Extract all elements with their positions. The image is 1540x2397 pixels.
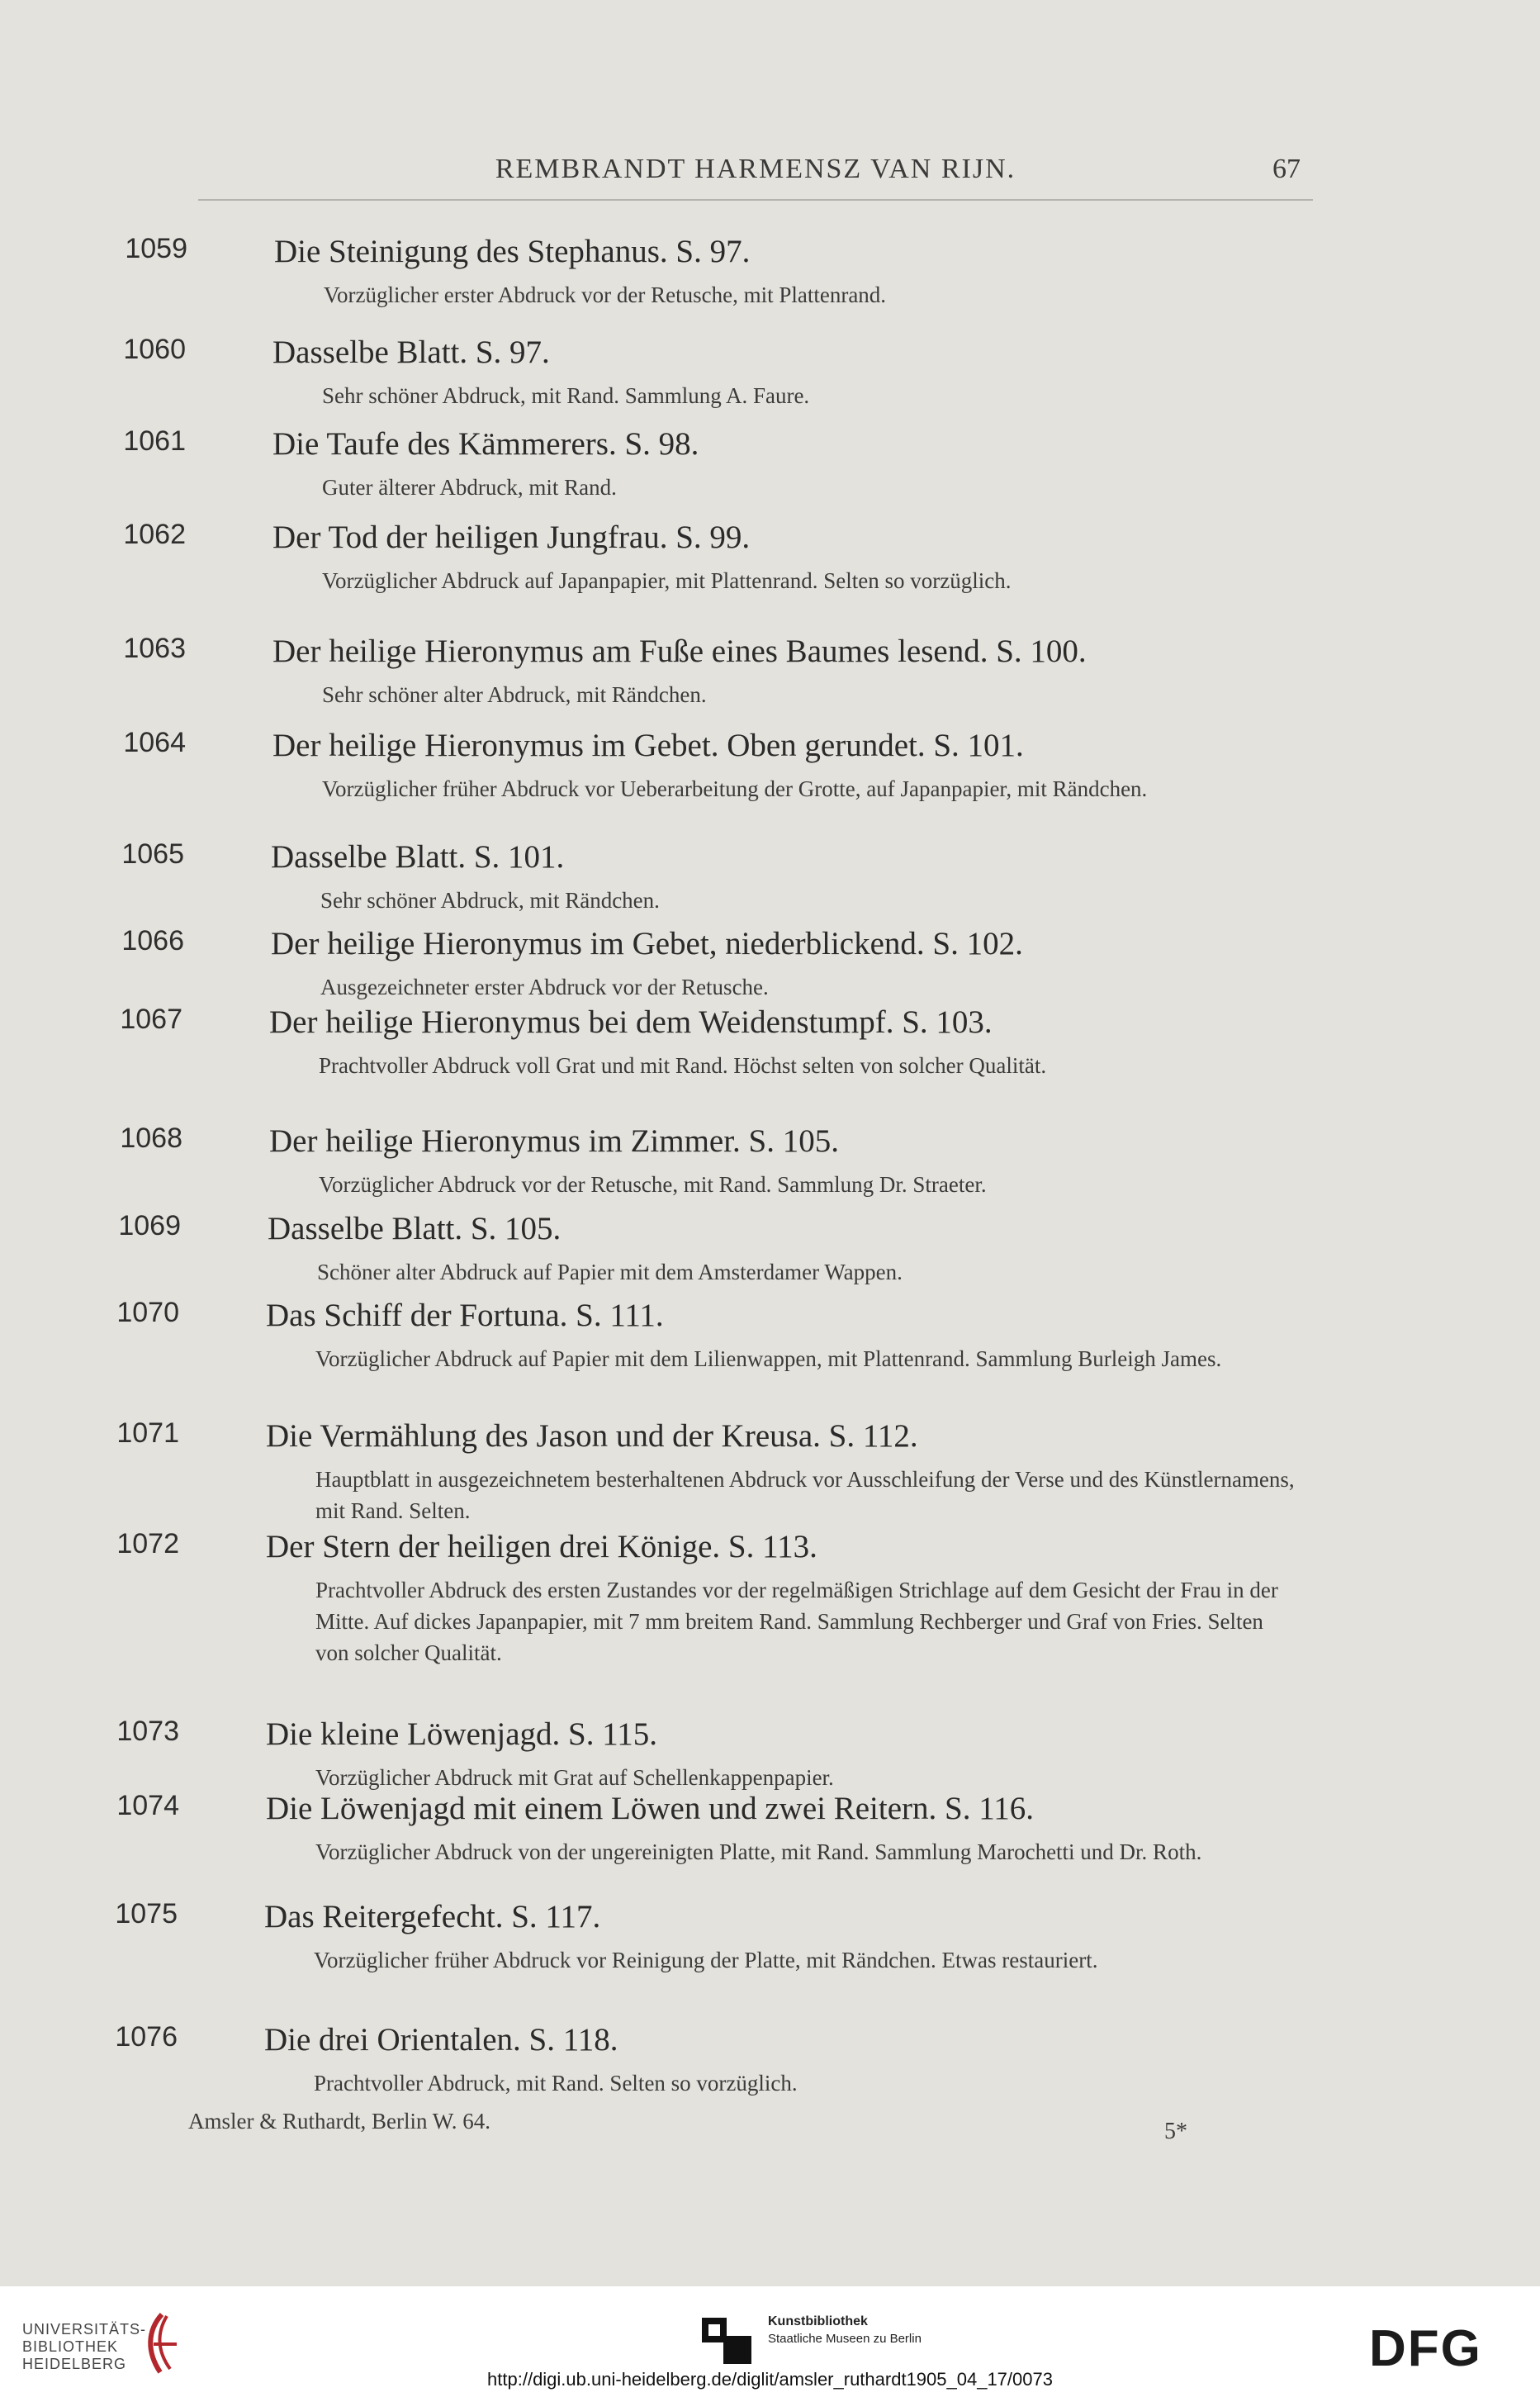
source-url: http://digi.ub.uni-heidelberg.de/diglit/amsler_ruthardt1905_04_17/0073 xyxy=(487,2369,1053,2390)
university-line: UNIVERSITÄTS- xyxy=(22,2321,147,2338)
kunstbibliothek-label xyxy=(768,2314,922,2346)
entry-description: Prachtvoller Abdruck voll Grat und mit Rand. Höchst selten von solcher Qualität. xyxy=(319,1053,1047,1078)
entry-number: 1063 xyxy=(123,633,186,664)
entry-description: Vorzüglicher früher Abdruck vor Reinigung der Platte, mit Rändchen. Etwas restauriert. xyxy=(314,1948,1098,1972)
page-number: 67 xyxy=(1272,154,1301,184)
entry-description: Vorzüglicher früher Abdruck vor Ueberarbeitung der Grotte, auf Japanpapier, mit Rändchen. xyxy=(322,776,1148,801)
running-header xyxy=(198,154,1313,195)
university-logo-icon xyxy=(139,2311,185,2376)
entry-title: Dasselbe Blatt. S. 97. xyxy=(272,335,550,370)
entry-description: Hauptblatt in ausgezeichnetem besterhaltenen Abdruck vor Ausschleifung der Verse und des Künstlernamens, mit Rand. Selten. xyxy=(315,1467,1295,1523)
signature-mark: 5* xyxy=(1164,2119,1187,2144)
entry-description: Sehr schöner alter Abdruck, mit Rändchen. xyxy=(322,682,707,707)
university-library-wordmark xyxy=(22,2321,146,2373)
entry-description: Vorzüglicher Abdruck von der ungereinigten Platte, mit Rand. Sammlung Marochetti und Dr. Roth. xyxy=(315,1839,1202,1864)
entry-title: Dasselbe Blatt. S. 101. xyxy=(271,839,565,875)
entry-number: 1070 xyxy=(116,1297,179,1328)
header-rule xyxy=(198,199,1313,201)
university-line: HEIDELBERG xyxy=(22,2356,127,2372)
entry-number: 1061 xyxy=(123,425,186,457)
entry-title: Die drei Orientalen. S. 118. xyxy=(264,2022,618,2058)
university-line: BIBLIOTHEK xyxy=(22,2338,119,2355)
publisher-imprint: Amsler & Ruthardt, Berlin W. 64. xyxy=(188,2109,490,2134)
entry-title: Der heilige Hieronymus im Zimmer. S. 105. xyxy=(269,1123,839,1159)
entry-title: Der heilige Hieronymus im Gebet. Oben gerundet. S. 101. xyxy=(272,728,1024,763)
entry-title: Der Tod der heiligen Jungfrau. S. 99. xyxy=(272,520,751,555)
entry-title: Der heilige Hieronymus bei dem Weidenstumpf. S. 103. xyxy=(269,1004,993,1040)
entry-title: Der Stern der heiligen drei Könige. S. 113. xyxy=(266,1529,817,1564)
digitization-bar xyxy=(0,2286,1540,2397)
entry-number: 1065 xyxy=(121,838,184,870)
entry-description: Vorzüglicher Abdruck mit Grat auf Schellenkappenpapier. xyxy=(315,1765,834,1790)
entry-description: Schöner alter Abdruck auf Papier mit dem Amsterdamer Wappen. xyxy=(317,1260,903,1284)
entry-description: Vorzüglicher Abdruck auf Papier mit dem Lilienwappen, mit Plattenrand. Sammlung Burleigh James. xyxy=(315,1346,1222,1371)
dfg-logo: DFG xyxy=(1369,2320,1482,2377)
entry-description: Prachtvoller Abdruck, mit Rand. Selten so vorzüglich. xyxy=(314,2071,798,2096)
entry-number: 1073 xyxy=(116,1716,179,1747)
entry-title: Die Vermählung des Jason und der Kreusa. S. 112. xyxy=(266,1418,918,1454)
entry-description: Sehr schöner Abdruck, mit Rand. Sammlung A. Faure. xyxy=(322,383,810,408)
entry-title: Die kleine Löwenjagd. S. 115. xyxy=(266,1716,658,1752)
entry-number: 1062 xyxy=(123,519,186,550)
entry-title: Dasselbe Blatt. S. 105. xyxy=(268,1211,562,1246)
entry-number: 1068 xyxy=(120,1123,182,1154)
kunstbibliothek-subtitle: Staatliche Museen zu Berlin xyxy=(768,2332,922,2346)
entry-title: Die Löwenjagd mit einem Löwen und zwei Reitern. S. 116. xyxy=(266,1791,1035,1826)
entry-title: Die Taufe des Kämmerers. S. 98. xyxy=(272,426,699,462)
entry-number: 1064 xyxy=(123,727,186,758)
entry-description: Guter älterer Abdruck, mit Rand. xyxy=(322,475,617,500)
entry-description: Prachtvoller Abdruck des ersten Zustandes vor der regelmäßigen Strichlage auf dem Gesicht der Frau in der Mitte. Auf dickes Japanpapier, mit 7 mm breitem Rand. Sammlung Rechberger und Graf von Fries. Selten von solcher Qualität. xyxy=(315,1578,1278,1665)
entry-description: Vorzüglicher erster Abdruck vor der Retusche, mit Plattenrand. xyxy=(324,282,887,307)
entry-title: Der heilige Hieronymus im Gebet, niederblickend. S. 102. xyxy=(271,926,1023,961)
entry-title: Das Reitergefecht. S. 117. xyxy=(264,1899,601,1934)
entry-number: 1074 xyxy=(116,1790,179,1821)
entry-description: Vorzüglicher Abdruck vor der Retusche, mit Rand. Sammlung Dr. Straeter. xyxy=(319,1172,987,1197)
entry-number: 1067 xyxy=(120,1004,182,1035)
entry-number: 1060 xyxy=(123,334,186,365)
entry-number: 1069 xyxy=(118,1210,181,1241)
entry-description: Sehr schöner Abdruck, mit Rändchen. xyxy=(320,888,660,913)
kunstbibliothek-name: Kunstbibliothek xyxy=(768,2314,868,2328)
entry-number: 1059 xyxy=(125,233,187,264)
entry-number: 1076 xyxy=(115,2021,178,2053)
entry-description: Vorzüglicher Abdruck auf Japanpapier, mit Plattenrand. Selten so vorzüglich. xyxy=(322,568,1012,593)
entry-number: 1071 xyxy=(116,1417,179,1449)
entry-number: 1075 xyxy=(115,1898,178,1929)
entry-title: Der heilige Hieronymus am Fuße eines Baumes lesend. S. 100. xyxy=(272,634,1087,669)
entry-number: 1072 xyxy=(116,1528,179,1559)
running-title: REMBRANDT HARMENSZ VAN RIJN. xyxy=(495,154,1016,184)
kunstbibliothek-logo-icon xyxy=(702,2314,753,2366)
entry-title: Die Steinigung des Stephanus. S. 97. xyxy=(274,234,751,269)
entry-title: Das Schiff der Fortuna. S. 111. xyxy=(266,1298,664,1333)
entry-description: Ausgezeichneter erster Abdruck vor der Retusche. xyxy=(320,975,769,999)
entry-number: 1066 xyxy=(121,925,184,956)
